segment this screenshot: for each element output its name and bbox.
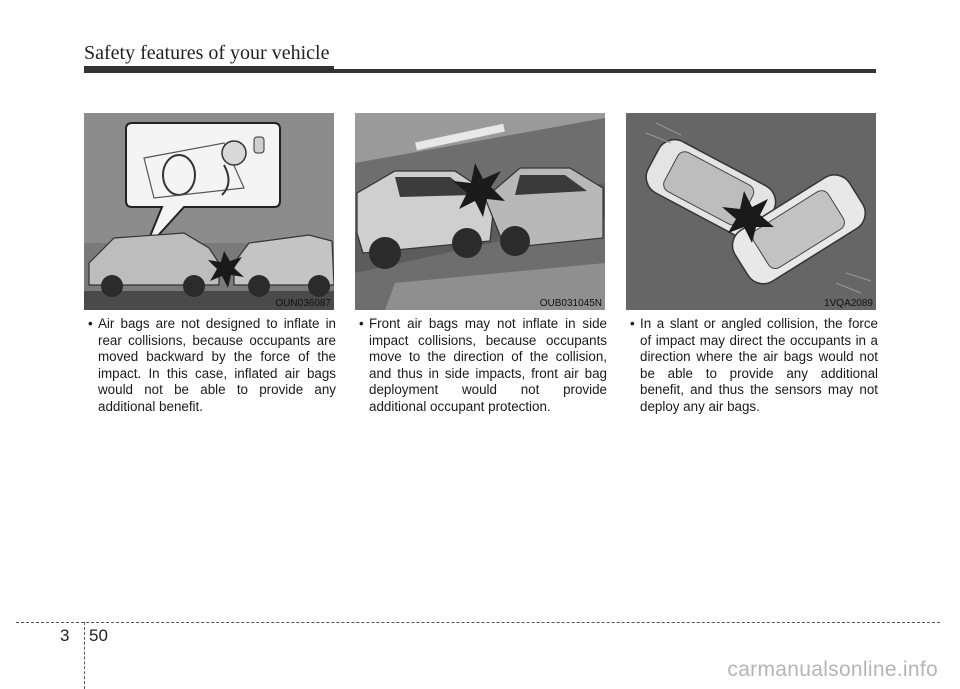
figure-angled-collision (626, 113, 876, 310)
watermark: carmanualsonline.info (727, 658, 938, 681)
bullet-rear-collision (84, 316, 336, 415)
side-impact-illustration (355, 113, 605, 310)
bullet-dot: • (88, 316, 93, 331)
bullet-dot: • (630, 316, 635, 331)
bullet-text: Air bags are not designed to inflate in rear collisions, because occupants are moved backward by the force of the impact. In this case, inflated air bags would not be able to provide any additional benefit. (98, 316, 336, 414)
header-title: Safety features of your vehicle (84, 42, 330, 64)
bullet-dot: • (359, 316, 364, 331)
angled-collision-illustration (626, 113, 876, 310)
footer-divider (84, 622, 85, 689)
rear-collision-illustration (84, 113, 334, 310)
figure-code: 1VQA2089 (824, 298, 873, 309)
bullet-text: Front air bags may not inflate in side impact collisions, because occupants move to the direction of the collision, and thus in side impacts, front air bag deployment would not provide additional occupant protection. (369, 316, 607, 414)
figure-side-impact (355, 113, 605, 310)
footer-rule (16, 622, 940, 623)
figure-rear-collision (84, 113, 334, 310)
figure-code: OUN036087 (275, 298, 331, 309)
figure-code: OUB031045N (539, 298, 602, 309)
header-rule-tab (84, 66, 334, 73)
chapter-number: 3 (60, 626, 70, 645)
bullet-side-impact (355, 316, 607, 415)
bullet-text: In a slant or angled collision, the force of impact may direct the occupants in a direction where the air bags would not be able to provide any additional benefit, and thus the sensors may not deploy any air bags. (640, 316, 878, 414)
bullet-angled-collision (626, 316, 878, 415)
page-number: 50 (89, 626, 108, 645)
